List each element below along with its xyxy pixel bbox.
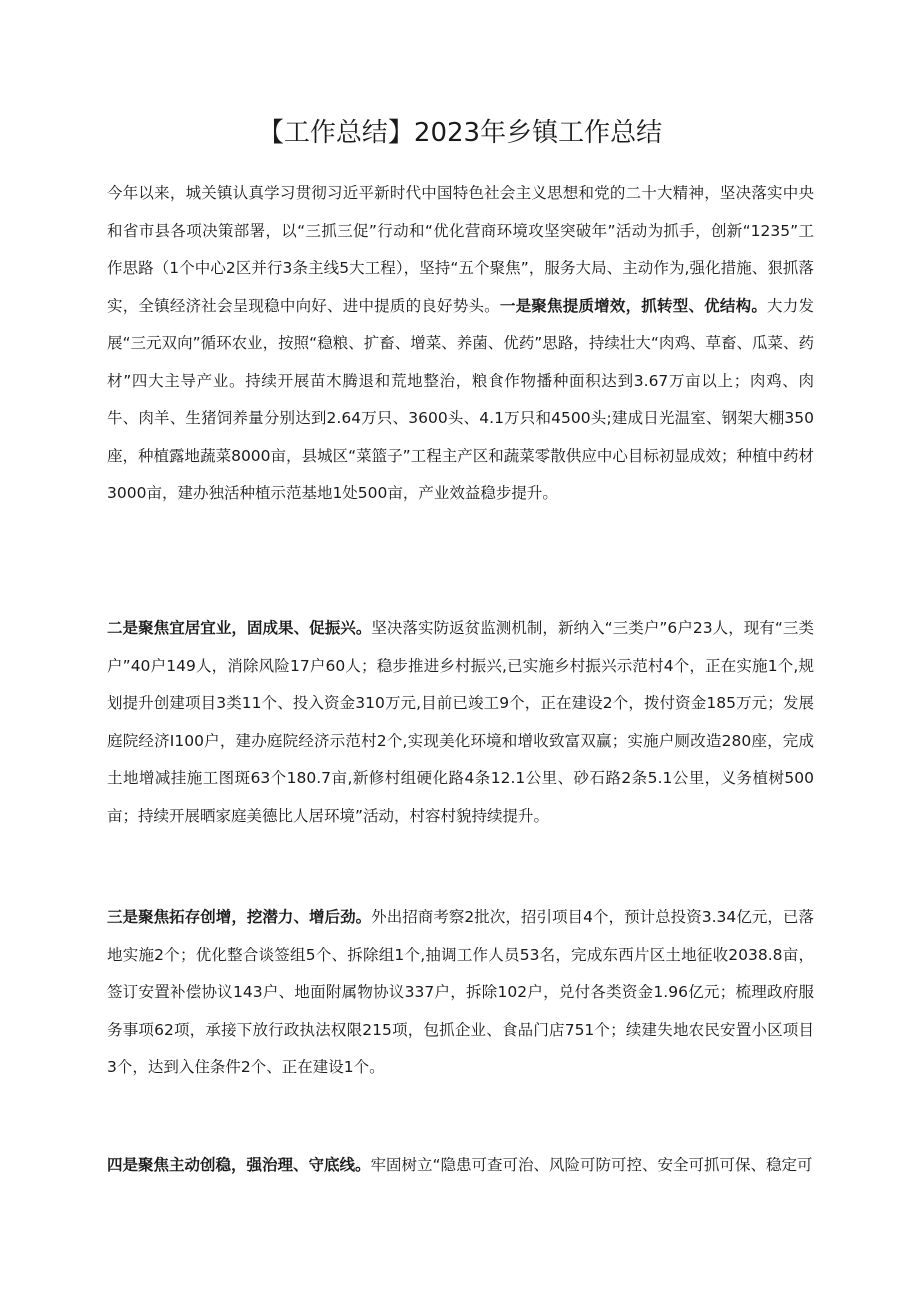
paragraph-4-body: 牢固树立“隐患可查可治、风险可防可控、安全可抓可保、稳定可 bbox=[370, 1156, 813, 1174]
paragraph-2-body: 坚决落实防返贫监测机制，新纳入“三类户”6户23人，现有“三类户”40户149人，消除风险17户60人；稳步推进乡村振兴,已实施乡村振兴示范村4个，正在实施1个,规划提升创建项目3类11个、投入资金310万元,目前已竣工9个，正在建设2个，拨付资金185万元；发展庭院经济I100户，建办庭院经济示范村2个,实现美化环境和增收致富双赢；实施户厕改造280座，完成土地增减挂施工图斑63个180.7亩,新修村组硬化路4条12.1公里、砂石路2条5.1公里，义务植树500亩；持续开展晒家庭美德比人居环境”活动，村容村貌持续提升。 bbox=[107, 619, 814, 825]
paragraph-3-body: 外出招商考察2批次，招引项目4个，预计总投资3.34亿元，已落地实施2个；优化整合谈签组5个、拆除组1个,抽调工作人员53名，完成东西片区土地征收2038.8亩，签订安置补偿协议143户、地面附属物协议337户，拆除102户，兑付各类资金1.96亿元；梳理政府服务事项62项，承接下放行政执法权限215项，包抓企业、食品门店751个；续建失地农民安置小区项目3个，达到入住条件2个、正在建设1个。 bbox=[107, 908, 814, 1076]
paragraph-4-heading: 四是聚焦主动创稳，强治理、守底线。 bbox=[107, 1156, 371, 1174]
paragraph-3 bbox=[107, 899, 814, 1087]
paragraph-1-heading: 一是聚焦提质增效，抓转型、优结构。 bbox=[499, 296, 768, 315]
paragraph-1-intro: 今年以来，城关镇认真学习贯彻习近平新时代中国特色社会主义思想和党的二十大精神，坚决落实中央和省市县各项决策部署，以“三抓三促”行动和“优化营商环境攻坚突破年”活动为抓手，创新“1235”工作思路（1个中心2区并行3条主线5大工程），坚持“五个聚焦”，服务大局、主动作为,强化措施、狠抓落实，全镇经济社会呈现稳中向好、进中提质的良好势头。 bbox=[107, 184, 814, 315]
paragraph-1 bbox=[107, 175, 814, 513]
paragraph-2-heading: 二是聚焦宜居宜业，固成果、促振兴。 bbox=[107, 619, 372, 637]
paragraph-4 bbox=[107, 1147, 814, 1185]
document-title: 【工作总结】2023年乡镇工作总结 bbox=[257, 118, 663, 148]
paragraph-2 bbox=[107, 610, 814, 835]
paragraph-3-heading: 三是聚焦拓存创增，挖潜力、增后劲。 bbox=[107, 908, 372, 926]
paragraph-1-body: 大力发展“三元双向”循环农业，按照“稳粮、扩畜、增菜、养菌、优药”思路，持续壮大“肉鸡、草畜、瓜菜、药材”四大主导产业。持续开展苗木腾退和荒地整治，粮食作物播种面积达到3.67万亩以上；肉鸡、肉牛、肉羊、生猪饲养量分别达到2.64万只、3600头、4.1万只和4500头;建成日光温室、钢架大棚350座，种植露地蔬菜8000亩，县城区“菜篮子”工程主产区和蔬菜零散供应中心目标初显成效；种植中药材3000亩，建办独活种植示范基地1处500亩，产业效益稳步提升。 bbox=[107, 296, 814, 502]
